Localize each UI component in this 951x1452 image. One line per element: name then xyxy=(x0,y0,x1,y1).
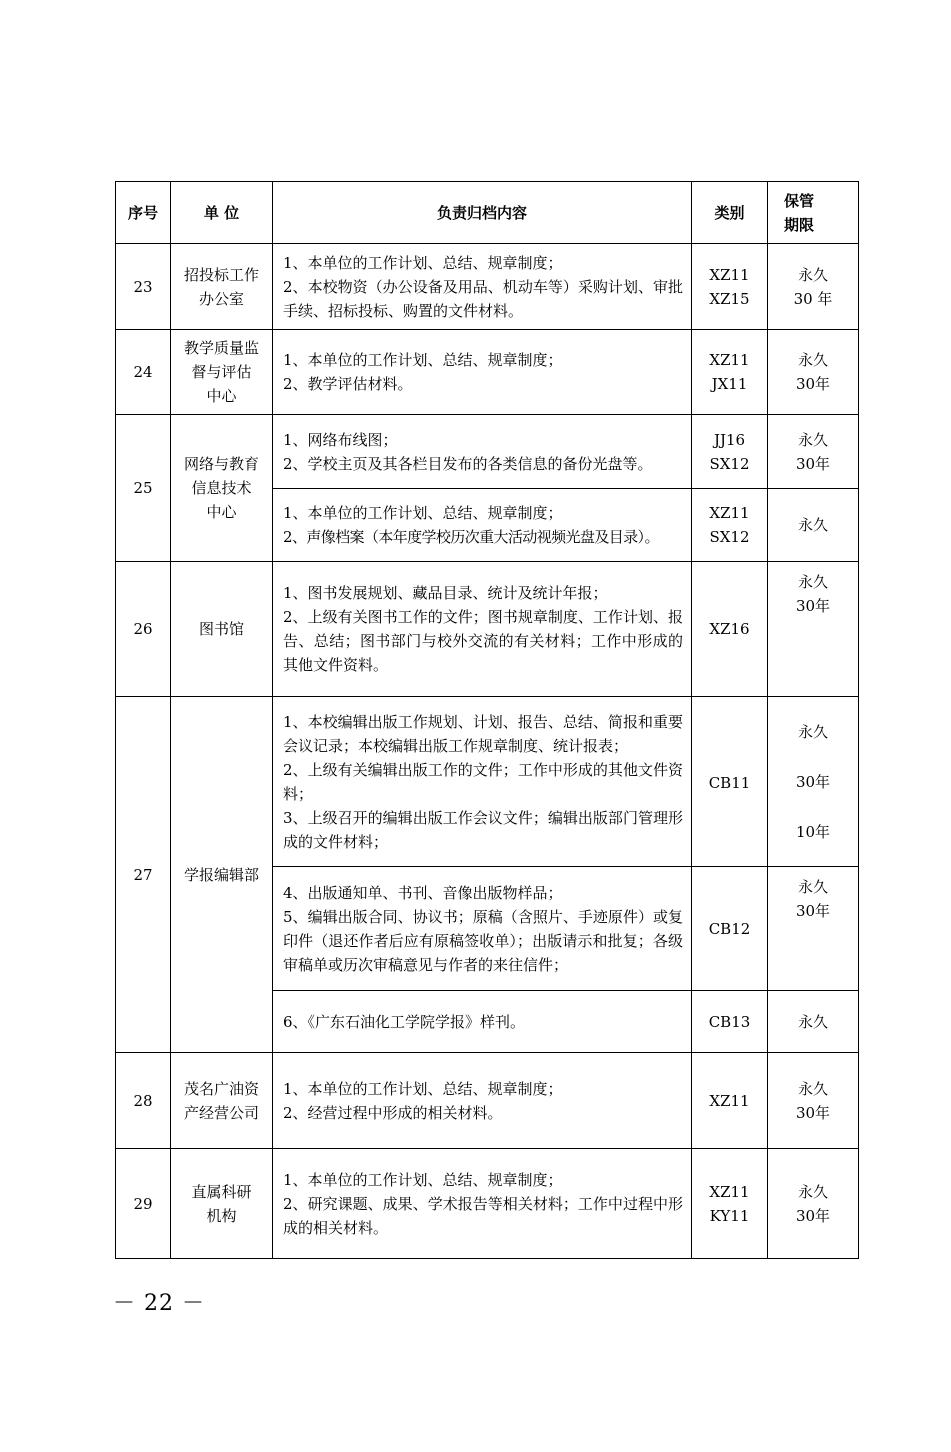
unit-line: 信息技术 xyxy=(191,479,252,497)
category-code: XZ11 xyxy=(709,351,750,369)
header-row xyxy=(116,182,859,244)
content-line: 1、本单位的工作计划、总结、规章制度； xyxy=(283,1079,563,1098)
content-cell xyxy=(273,562,692,697)
retention-cell xyxy=(768,697,859,867)
category-cell xyxy=(692,697,768,867)
unit-cell xyxy=(171,562,273,697)
table-row xyxy=(116,330,859,415)
table-row xyxy=(116,1149,859,1259)
unit-cell xyxy=(171,244,273,330)
table-row xyxy=(116,562,859,697)
unit-line: 招投标工作 xyxy=(183,265,259,284)
unit-cell xyxy=(171,697,273,1053)
seq-cell: 29 xyxy=(116,1149,171,1259)
category-cell xyxy=(692,330,768,415)
retention-value: 30年 xyxy=(795,1206,831,1225)
unit-line: 督与评估 xyxy=(191,363,252,381)
retention-cell xyxy=(768,1053,859,1149)
retention-value: 30年 xyxy=(795,902,831,920)
unit-line: 图书馆 xyxy=(198,620,244,638)
header-retention xyxy=(768,182,859,244)
content-line: 1、本单位的工作计划、总结、规章制度； xyxy=(283,253,563,272)
content-line: 4、出版通知单、书刊、音像出版物样品； xyxy=(283,883,563,902)
unit-line: 办公室 xyxy=(198,289,244,308)
unit-cell xyxy=(171,415,273,562)
content-cell xyxy=(273,697,692,867)
content-line: 3、上级召开的编辑出版工作会议文件；编辑出版部门管理形成的文件材料； xyxy=(283,808,683,851)
content-cell xyxy=(273,1053,692,1149)
content-line: 1、网络布线图； xyxy=(283,430,398,449)
unit-line: 中心 xyxy=(206,503,237,521)
category-code: JJ16 xyxy=(713,430,746,449)
category-code: XZ11 xyxy=(709,265,750,284)
seq-cell: 26 xyxy=(116,562,171,697)
category-cell xyxy=(692,562,768,697)
content-line: 2、本校物资（办公设备及用品、机动车等）采购计划、审批手续、招标投标、购置的文件材料。 xyxy=(283,277,683,320)
content-line: 2、上级有关图书工作的文件；图书规章制度、工作计划、报告、总结；图书部门与校外交流的有关材料；工作中形成的其他文件资料。 xyxy=(283,608,683,674)
seq-cell: 28 xyxy=(116,1053,171,1149)
category-cell xyxy=(692,244,768,330)
table-row xyxy=(116,244,859,330)
content-line: 6、《广东石油化工学院学报》样刊。 xyxy=(283,1012,526,1031)
retention-value: 永久 xyxy=(797,516,828,534)
header-content: 负责归档内容 xyxy=(273,182,692,244)
content-cell xyxy=(273,244,692,330)
retention-cell xyxy=(768,562,859,697)
page-number: － 22 － xyxy=(113,1291,205,1316)
retention-value: 永久 xyxy=(797,1012,828,1031)
category-cell xyxy=(692,1149,768,1259)
retention-value: 永久 xyxy=(797,351,828,369)
content-cell xyxy=(273,415,692,489)
table-row xyxy=(116,697,859,867)
unit-cell xyxy=(171,1053,273,1149)
category-code: JX11 xyxy=(711,375,748,393)
table-row xyxy=(116,415,859,489)
header-unit: 单 位 xyxy=(171,182,273,244)
content-line: 5、编辑出版合同、协议书；原稿（含照片、手迹原件）或复印件（退还作者后应有原稿签收单）；出版请示和批复；各级审稿单或历次审稿意见与作者的来往信件； xyxy=(283,907,683,974)
retention-value: 永久 xyxy=(797,265,828,284)
content-cell xyxy=(273,991,692,1053)
retention-cell xyxy=(768,415,859,489)
retention-value: 30年 xyxy=(795,597,831,615)
retention-value: 30年 xyxy=(795,772,831,791)
retention-cell xyxy=(768,489,859,562)
unit-line: 中心 xyxy=(206,387,237,405)
content-line: 2、经营过程中形成的相关材料。 xyxy=(283,1103,503,1122)
header-seq: 序号 xyxy=(116,182,171,244)
table-row xyxy=(116,1053,859,1149)
retention-value: 永久 xyxy=(797,573,828,591)
header-category: 类别 xyxy=(692,182,768,244)
archive-table xyxy=(115,181,859,1259)
content-cell xyxy=(273,867,692,991)
retention-value: 30年 xyxy=(795,375,831,393)
retention-value: 永久 xyxy=(797,878,828,896)
category-code: CB13 xyxy=(708,1012,751,1031)
seq-cell: 25 xyxy=(116,415,171,562)
category-code: SX12 xyxy=(709,528,750,546)
unit-line: 机构 xyxy=(206,1206,237,1225)
content-line: 2、教学评估材料。 xyxy=(283,375,413,393)
content-cell xyxy=(273,1149,692,1259)
retention-cell xyxy=(768,867,859,991)
seq-cell: 27 xyxy=(116,697,171,1053)
category-cell xyxy=(692,1053,768,1149)
unit-line: 教学质量监 xyxy=(183,339,259,357)
retention-value: 永久 xyxy=(797,1079,828,1098)
seq-cell: 24 xyxy=(116,330,171,415)
header-retention-line2: 期限 xyxy=(784,215,815,234)
unit-line: 产经营公司 xyxy=(183,1103,259,1122)
content-line: 1、本校编辑出版工作规划、计划、报告、总结、简报和重要会议记录；本校编辑出版工作规章制度、统计报表； xyxy=(283,712,683,755)
retention-value: 永久 xyxy=(797,430,828,449)
retention-cell xyxy=(768,991,859,1053)
retention-value: 10年 xyxy=(795,822,831,841)
retention-cell xyxy=(768,1149,859,1259)
content-line: 2、声像档案（本年度学校历次重大活动视频光盘及目录）。 xyxy=(283,528,659,546)
retention-value: 30年 xyxy=(795,1103,831,1122)
content-cell xyxy=(273,330,692,415)
unit-line: 茂名广油资 xyxy=(183,1079,259,1098)
unit-cell xyxy=(171,1149,273,1259)
retention-value: 永久 xyxy=(797,1182,828,1201)
content-line: 1、本单位的工作计划、总结、规章制度； xyxy=(283,351,563,369)
category-cell xyxy=(692,867,768,991)
category-cell xyxy=(692,489,768,562)
category-code: XZ11 xyxy=(709,504,750,522)
content-line: 2、上级有关编辑出版工作的文件；工作中形成的其他文件资料； xyxy=(283,760,683,803)
unit-cell xyxy=(171,330,273,415)
content-line: 1、本单位的工作计划、总结、规章制度； xyxy=(283,1170,563,1189)
retention-value: 30年 xyxy=(795,454,831,473)
unit-line: 网络与教育 xyxy=(183,455,259,473)
category-code: CB12 xyxy=(708,919,751,938)
content-line: 1、本单位的工作计划、总结、规章制度； xyxy=(283,504,563,522)
content-cell xyxy=(273,489,692,562)
header-retention-line1: 保管 xyxy=(784,191,815,210)
category-code: XZ16 xyxy=(709,620,750,638)
category-cell xyxy=(692,415,768,489)
category-code: XZ11 xyxy=(709,1182,750,1201)
content-line: 1、图书发展规划、藏品目录、统计及统计年报； xyxy=(283,584,608,602)
unit-line: 直属科研 xyxy=(191,1182,252,1201)
retention-value: 永久 xyxy=(797,722,828,741)
category-code: XZ11 xyxy=(709,1091,750,1110)
category-code: CB11 xyxy=(708,774,751,792)
category-code: SX12 xyxy=(709,454,750,473)
content-line: 2、研究课题、成果、学术报告等相关材料；工作中过程中形成的相关材料。 xyxy=(283,1194,683,1237)
content-line: 2、学校主页及其各栏目发布的各类信息的备份光盘等。 xyxy=(283,454,653,473)
category-cell xyxy=(692,991,768,1053)
category-code: XZ15 xyxy=(709,289,750,308)
retention-cell xyxy=(768,244,859,330)
retention-cell xyxy=(768,330,859,415)
unit-line: 学报编辑部 xyxy=(183,865,259,884)
seq-cell: 23 xyxy=(116,244,171,330)
category-code: KY11 xyxy=(709,1206,750,1225)
retention-value: 30 年 xyxy=(793,289,833,308)
